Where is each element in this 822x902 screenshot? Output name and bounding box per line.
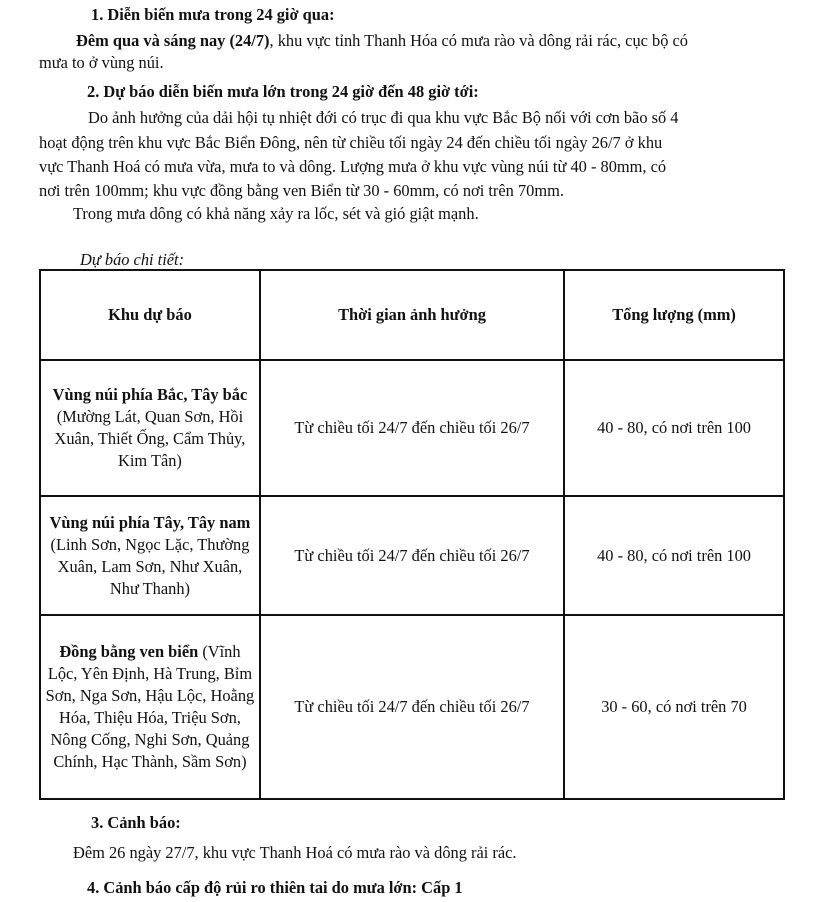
time-cell: Từ chiều tối 24/7 đến chiều tối 26/7 [260, 360, 564, 496]
time-cell: Từ chiều tối 24/7 đến chiều tối 26/7 [260, 615, 564, 799]
section-2-heading: 2. Dự báo diễn biến mưa lớn trong 24 giờ đến 48 giờ tới: [87, 82, 479, 101]
section-2-p2: Trong mưa dông có khả năng xảy ra lốc, sét và gió giật mạnh. [73, 204, 479, 223]
section-2-p1-line-2: hoạt động trên khu vực Bắc Biển Đông, nên từ chiều tối ngày 24 đến chiều tối ngày 26/7 ở khu [39, 133, 663, 152]
table-row [40, 496, 784, 615]
section-3-heading: 3. Cảnh báo: [91, 813, 181, 832]
zone-name: Vùng núi phía Tây, Tây nam [49, 512, 251, 532]
header-amount: Tổng lượng (mm) [564, 270, 784, 360]
zone-areas: (Linh Sơn, Ngọc Lặc, Thường Xuân, Lam Sơn, Như Xuân, Như Thanh) [50, 534, 250, 598]
amount-cell: 40 - 80, có nơi trên 100 [564, 496, 784, 615]
table-row [40, 360, 784, 496]
detail-forecast-label: Dự báo chi tiết: [80, 250, 185, 269]
zone-cell [40, 360, 260, 496]
header-time: Thời gian ảnh hưởng [260, 270, 564, 360]
zone-cell [40, 615, 260, 799]
header-zone: Khu dự báo [40, 270, 260, 360]
zone-name: Đồng bằng ven biển [59, 642, 199, 661]
forecast-table [39, 269, 785, 800]
section-1-line-1-rest: , khu vực tỉnh Thanh Hóa có mưa rào và dông rải rác, cục bộ có [269, 31, 688, 50]
section-2-p1-line-3: vực Thanh Hoá có mưa vừa, mưa to và dông. Lượng mưa ở khu vực vùng núi từ 40 - 80mm, có [39, 157, 667, 176]
section-4-heading: 4. Cảnh báo cấp độ rủi ro thiên tai do mưa lớn: Cấp 1 [87, 878, 463, 897]
section-2-p1-line-1: Do ảnh hưởng của dải hội tụ nhiệt đới có trục đi qua khu vực Bắc Bộ nối với cơn bão số 4 [88, 108, 679, 127]
table-header-row [40, 270, 784, 360]
zone-areas: (Mường Lát, Quan Sơn, Hồi Xuân, Thiết Ống, Cẩm Thủy, Kim Tân) [54, 407, 246, 470]
time-cell: Từ chiều tối 24/7 đến chiều tối 26/7 [260, 496, 564, 615]
zone-cell [40, 496, 260, 615]
section-1-lead: Đêm qua và sáng nay (24/7) [76, 31, 270, 50]
section-1-line-1 [76, 30, 688, 52]
amount-cell: 30 - 60, có nơi trên 70 [564, 615, 784, 799]
section-2-p1-line-4: nơi trên 100mm; khu vực đồng bằng ven Biển từ 30 - 60mm, có nơi trên 70mm. [39, 181, 564, 200]
section-1-line-2: mưa to ở vùng núi. [39, 53, 164, 72]
section-3-text: Đêm 26 ngày 27/7, khu vực Thanh Hoá có mưa rào và dông rải rác. [73, 843, 517, 862]
zone-name: Vùng núi phía Bắc, Tây bắc [52, 385, 248, 404]
section-1-heading: 1. Diễn biến mưa trong 24 giờ qua: [91, 5, 335, 24]
zone-areas: (Vĩnh Lộc, Yên Định, Hà Trung, Bỉm Sơn, Nga Sơn, Hậu Lộc, Hoằng Hóa, Thiệu Hóa, Triệu Sơn, Nông Cống, Nghi Sơn, Quảng Chính, Hạc Thành, Sầm Sơn) [45, 642, 255, 771]
table-row [40, 615, 784, 799]
amount-cell: 40 - 80, có nơi trên 100 [564, 360, 784, 496]
